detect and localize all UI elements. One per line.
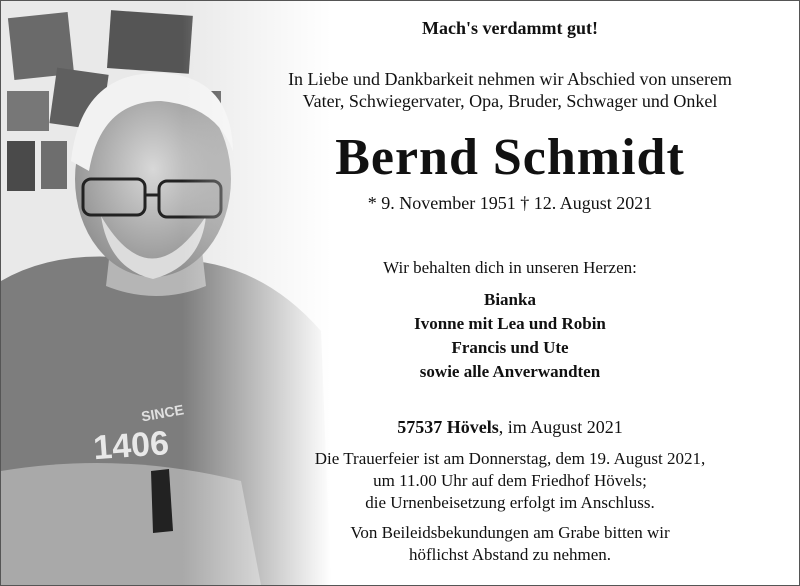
condolence-note (250, 522, 770, 566)
mourner-1: Bianka (484, 290, 536, 309)
condolence-line-1: Von Beileidsbekundungen am Grabe bitten wir (350, 523, 670, 542)
remembrance-line: Wir behalten dich in unseren Herzen: (383, 258, 637, 277)
intro-line-2: Vater, Schwiegervater, Opa, Bruder, Schwager und Onkel (302, 91, 718, 111)
mourner-4: sowie alle Anverwandten (419, 362, 601, 381)
service-line-2: um 11.00 Uhr auf dem Friedhof Hövels; (373, 471, 647, 490)
motto: Mach's verdammt gut! (422, 18, 598, 38)
intro-line-1: In Liebe und Dankbarkeit nehmen wir Abschied von unserem (288, 69, 732, 89)
place-town: 57537 Hövels (397, 417, 499, 437)
life-dates: * 9. November 1951 † 12. August 2021 (367, 193, 653, 213)
funeral-service-info (250, 448, 770, 514)
condolence-line-2: höflichst Abstand zu nehmen. (408, 545, 612, 564)
mourners-list (250, 288, 770, 384)
intro-text (250, 68, 770, 112)
mourner-3: Francis und Ute (451, 338, 569, 357)
place-date-line (250, 417, 770, 438)
mourner-2: Ivonne mit Lea und Robin (414, 314, 606, 333)
service-line-3: die Urnenbeisetzung erfolgt im Anschluss. (365, 493, 655, 512)
place-date: , im August 2021 (498, 417, 623, 437)
service-line-1: Die Trauerfeier ist am Donnerstag, dem 19. August 2021, (314, 449, 706, 468)
deceased-name: Bernd Schmidt (335, 129, 685, 186)
